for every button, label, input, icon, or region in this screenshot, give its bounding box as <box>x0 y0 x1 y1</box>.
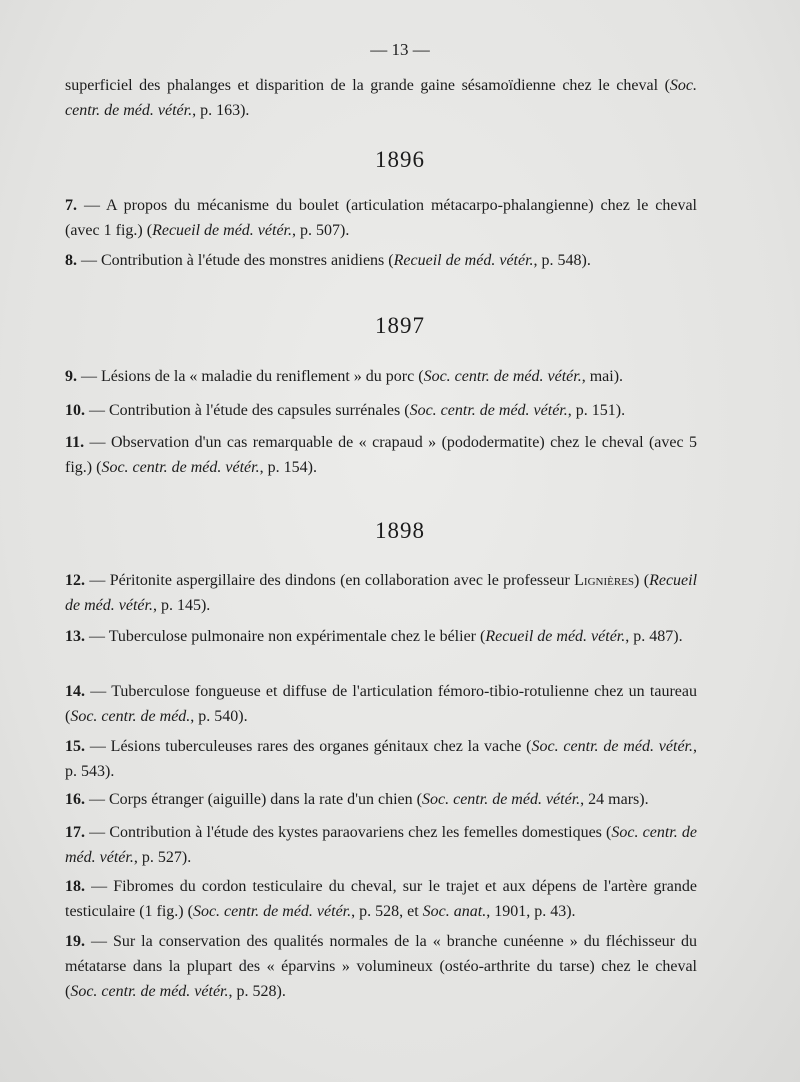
entry-10: 10. — Contribution à l'étude des capsules surrénales (Soc. centr. de méd. vétér., p. 151). <box>65 402 626 419</box>
entry-text: Lésions de la « maladie du reniflement » du porc ( <box>101 368 424 385</box>
entry-number: 16. <box>65 791 85 808</box>
entry-13: 13. — Tuberculose pulmonaire non expérimentale chez le bélier (Recueil de méd. vétér., p. 487). <box>65 628 683 645</box>
journal-ref: Recueil de méd. vétér. <box>65 572 698 614</box>
entry-11: 11. — Observation d'un cas remarquable de « crapaud » (pododermatite) chez le cheval (avec 5 fig.) (Soc. centr. de méd. vétér., p. 154). <box>65 434 698 476</box>
entry-17: 17. — Contribution à l'étude des kystes paraovariens chez les femelles domestiques (Soc. centr. de méd. vétér., p. 527). <box>65 824 698 866</box>
journal-ref: Recueil de méd. vétér. <box>152 222 292 239</box>
journal-ref: Soc. centr. de méd. vétér. <box>65 77 698 119</box>
entry-number: 15. <box>65 738 85 755</box>
year-heading-1897: 1897 <box>375 313 425 338</box>
entry-text: superficiel des phalanges et disparition de la grande gaine sésamoïdienne chez le cheval <box>65 77 659 94</box>
journal-ref: Soc. centr. de méd. vétér. <box>192 903 352 920</box>
entry-9: 9. — Lésions de la « maladie du reniflement » du porc (Soc. centr. de méd. vétér., mai). <box>65 368 624 385</box>
entry-text: Tuberculose pulmonaire non expérimentale chez le bélier ( <box>108 628 486 645</box>
journal-ref: Recueil de méd. vétér. <box>485 628 626 645</box>
entry-text: A propos du mécanisme du boulet (articulation métacarpo-phalangienne) chez le cheval (avec 1 fig.) ( <box>65 197 697 239</box>
entry-7: 7. — A propos du mécanisme du boulet (articulation métacarpo-phalangienne) chez le cheval (avec 1 fig.) (Recueil de méd. vétér., p. 507). <box>65 197 697 239</box>
entry-number: 19. <box>65 933 85 950</box>
year-heading-1896: 1896 <box>375 147 425 172</box>
journal-ref: Soc. anat. <box>422 903 487 920</box>
journal-ref: Recueil de méd. vétér. <box>393 252 534 269</box>
journal-ref: Soc. centr. de méd. vétér. <box>101 459 260 476</box>
journal-ref: Soc. centr. de méd. vétér. <box>421 791 581 808</box>
entry-text: Observation d'un cas remarquable de « crapaud » (pododermatite) chez le cheval (avec 5 fig.) ( <box>65 434 698 476</box>
journal-ref: Soc. centr. de méd. vétér. <box>65 824 698 866</box>
entry-number: 18. <box>65 878 85 895</box>
entry-19: 19. — Sur la conservation des qualités normales de la « branche cunéenne » du fléchisseur du métatarse dans la plupart des « éparvins » volumineux (ostéo-arthrite du tarse) chez le cheval (Soc. centr. de méd. vétér., p. 528). <box>65 933 697 1000</box>
entry-text: Corps étranger (aiguille) dans la rate d'un chien ( <box>109 791 422 808</box>
entry-text: Contribution à l'étude des kystes paraovariens chez les femelles domestiques ( <box>109 824 612 841</box>
entry-text: Tuberculose fongueuse et diffuse de l'articulation fémoro-tibio-rotulienne chez un taureau ( <box>65 683 697 725</box>
entry-number: 12. <box>65 572 85 589</box>
entry-text: Contribution à l'étude des capsules surrénales ( <box>109 402 410 419</box>
year-heading-1898: 1898 <box>375 518 425 543</box>
journal-ref: Soc. centr. de méd. vétér. <box>423 368 582 385</box>
entry-text: Péritonite aspergillaire des dindons (en collaboration avec le professeur <box>109 572 575 589</box>
entry-number: 13. <box>65 628 85 645</box>
entry-text: Lésions tuberculeuses rares des organes génitaux chez la vache ( <box>110 738 532 755</box>
entry-continuation: superficiel des phalanges et disparition de la grande gaine sésamoïdienne chez le cheval (Soc. centr. de méd. vétér., p. 163). <box>65 77 698 119</box>
entry-text: Contribution à l'étude des monstres anidiens ( <box>101 252 394 269</box>
entry-number: 8. <box>65 252 77 269</box>
entry-15: 15. — Lésions tuberculeuses rares des organes génitaux chez la vache (Soc. centr. de méd. vétér., p. 543). <box>65 738 698 780</box>
entry-number: 17. <box>65 824 85 841</box>
entry-number: 7. <box>65 197 77 214</box>
entry-18: 18. — Fibromes du cordon testiculaire du cheval, sur le trajet et aux dépens de l'artère grande testiculaire (1 fig.) (Soc. centr. de méd. vétér., p. 528, et Soc. anat., 1901, p. 43). <box>65 878 698 920</box>
entry-text: Fibromes du cordon testiculaire du cheval, sur le trajet et aux dépens de l'artère grande testiculaire (1 fig.) ( <box>65 878 698 920</box>
entry-14: 14. — Tuberculose fongueuse et diffuse de l'articulation fémoro-tibio-rotulienne chez un taureau (Soc. centr. de méd., p. 540). <box>65 683 697 725</box>
entry-number: 10. <box>65 402 85 419</box>
entry-number: 9. <box>65 368 77 385</box>
journal-ref: Soc. centr. de méd. <box>70 708 191 725</box>
page-number: — 13 — <box>370 40 430 59</box>
entry-12: 12. — Péritonite aspergillaire des dindons (en collaboration avec le professeur Lignières) (Recueil de méd. vétér., p. 145). <box>65 572 698 614</box>
entry-8: 8. — Contribution à l'étude des monstres anidiens (Recueil de méd. vétér., p. 548). <box>65 252 591 269</box>
entry-text: Sur la conservation des qualités normales de la « branche cunéenne » du fléchisseur du métatarse dans la plupart des « éparvins » volumineux (ostéo-arthrite du tarse) chez le cheval ( <box>65 933 697 1000</box>
author-name: Lignières <box>574 572 635 589</box>
journal-ref: Soc. centr. de méd. vétér. <box>531 738 694 755</box>
entry-16: 16. — Corps étranger (aiguille) dans la rate d'un chien (Soc. centr. de méd. vétér., 24 mars). <box>65 791 649 808</box>
entry-number: 14. <box>65 683 85 700</box>
entry-number: 11. <box>65 434 85 451</box>
journal-ref: Soc. centr. de méd. vétér. <box>409 402 568 419</box>
journal-ref: Soc. centr. de méd. vétér. <box>70 983 229 1000</box>
